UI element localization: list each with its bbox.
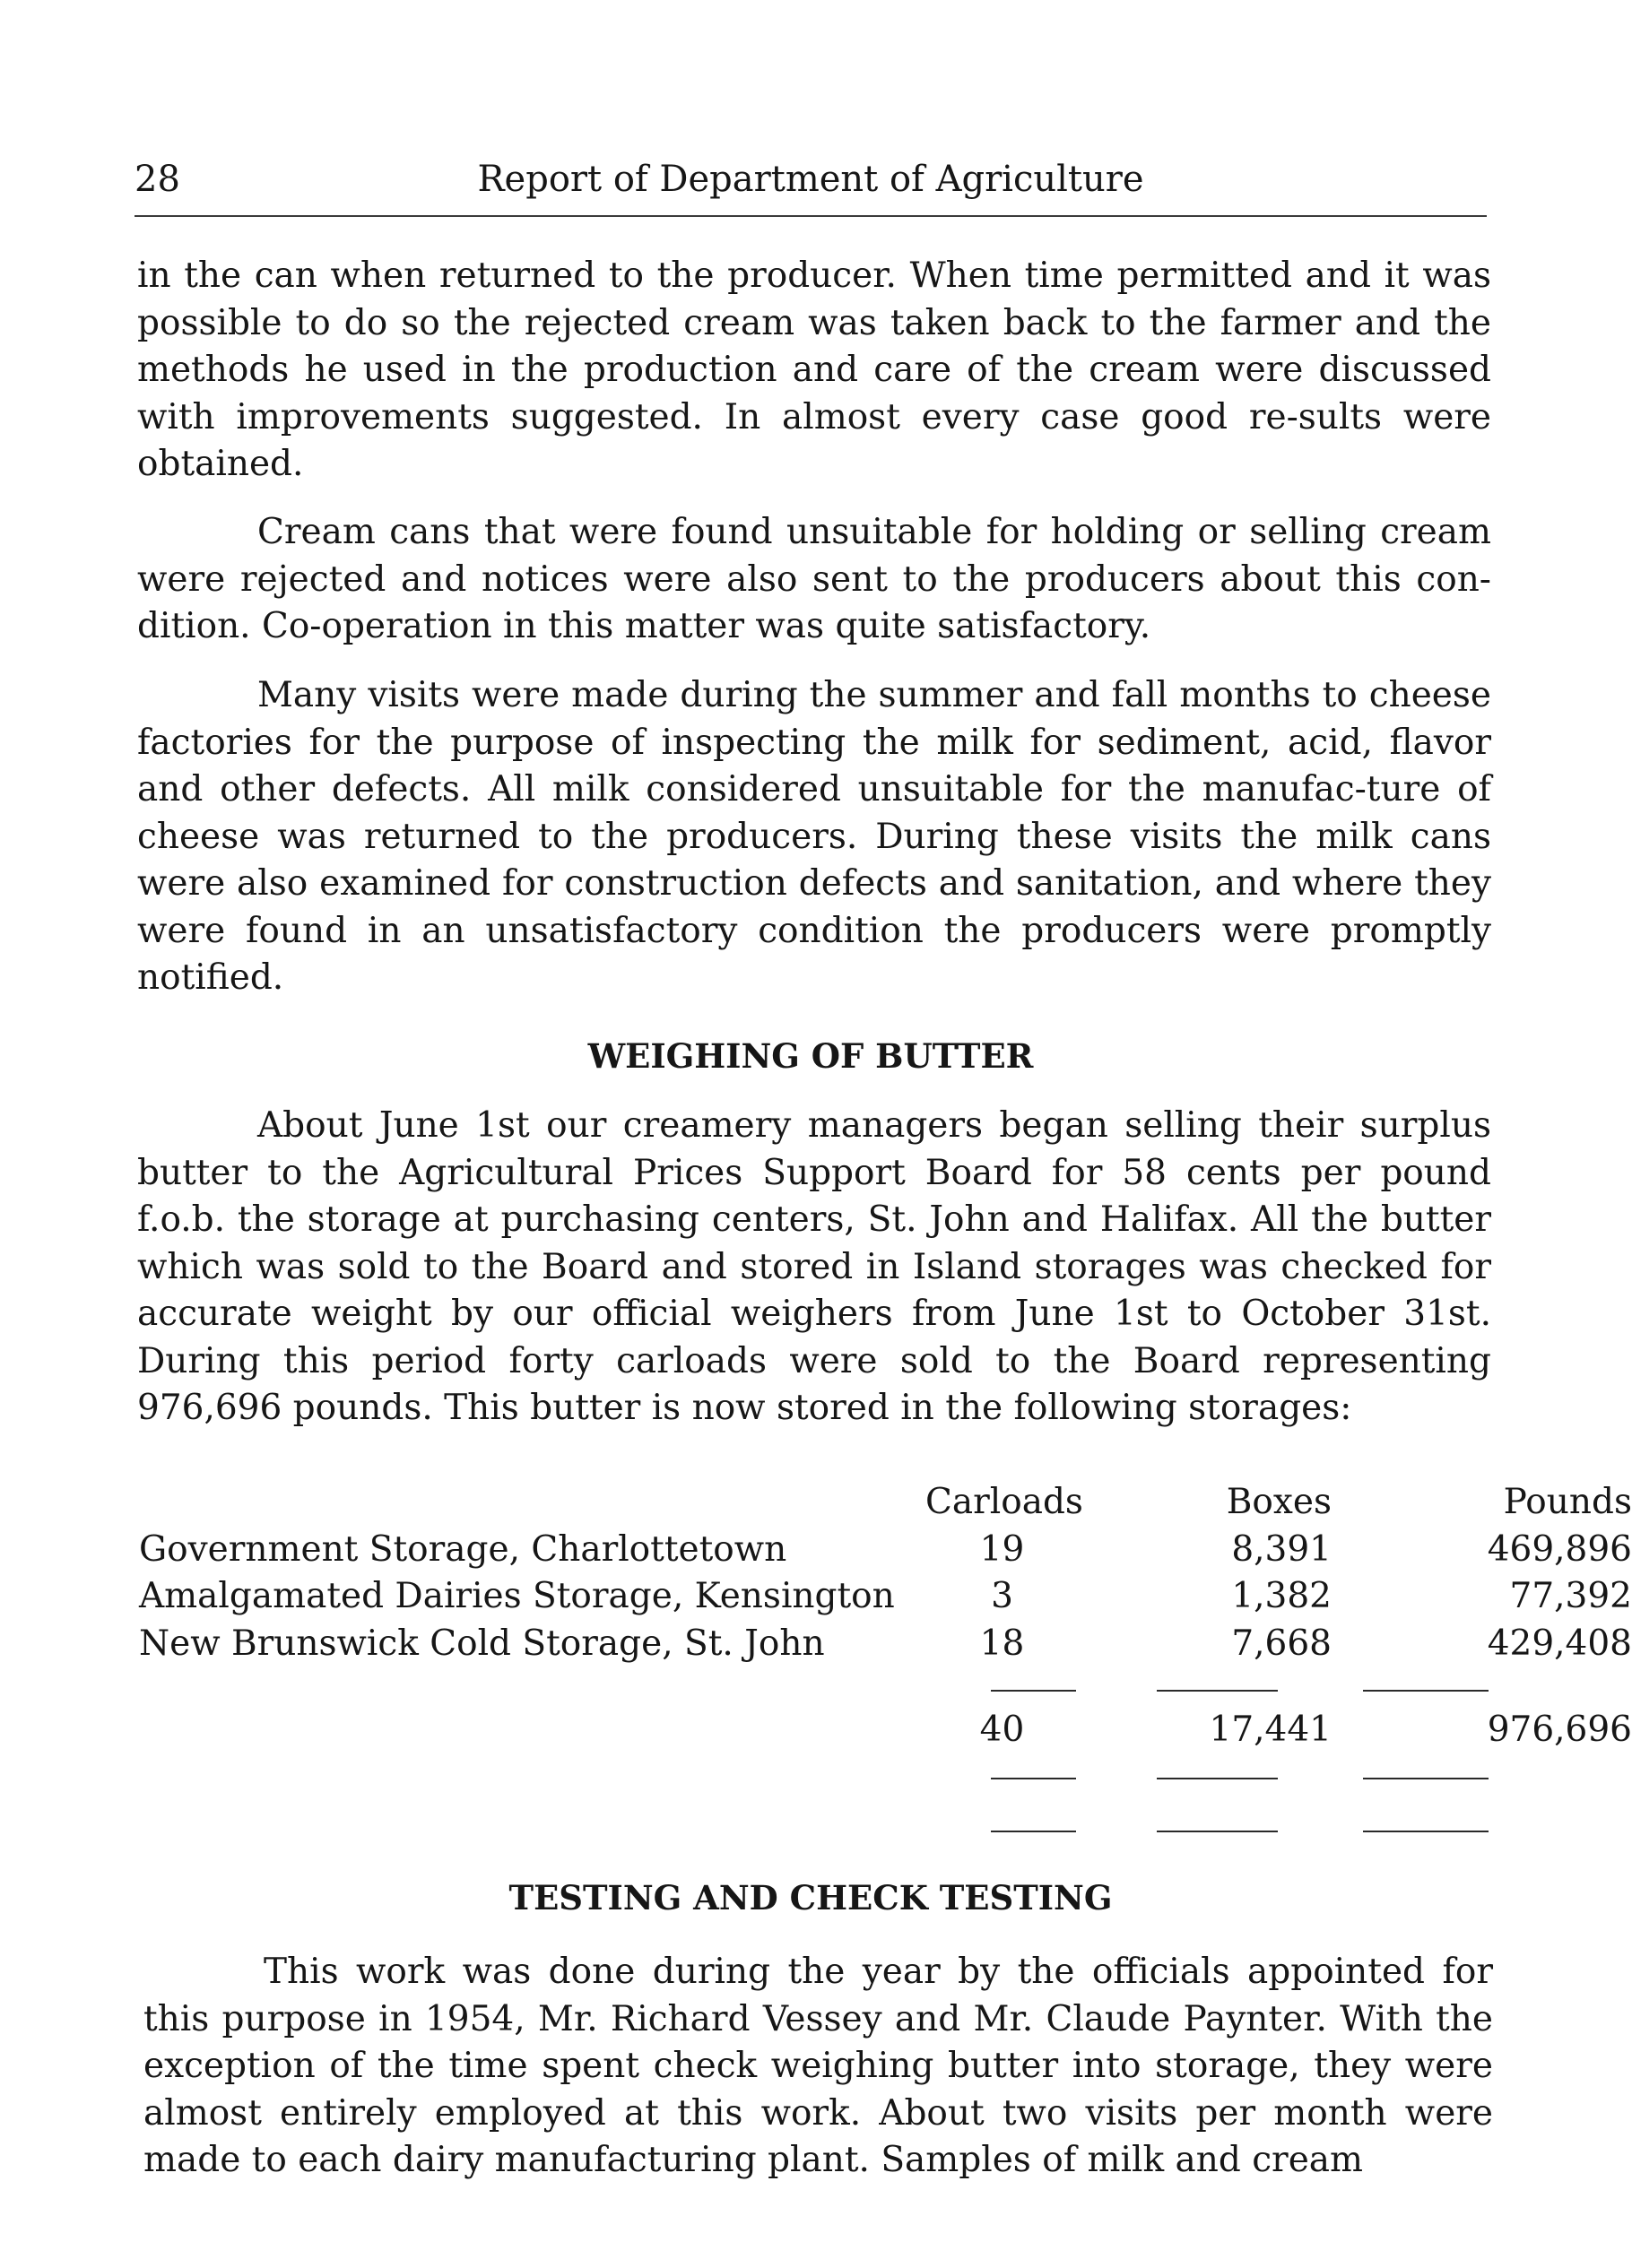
storage-table [139, 1479, 1632, 1667]
total-rule-boxes [1157, 1690, 1278, 1692]
table-totals-row [139, 1707, 1632, 1754]
double-rule-boxes-1 [1157, 1778, 1278, 1779]
double-rule-carloads-2 [991, 1831, 1076, 1832]
column-header-carloads: Carloads [925, 1482, 1083, 1522]
boxes-value: 1,382 [1231, 1576, 1332, 1616]
running-title: Report of Department of Agriculture [477, 159, 1144, 200]
boxes-value: 7,668 [1231, 1623, 1332, 1664]
paragraph-weighing-of-butter: About June 1st our creamery managers began selling their surplus butter to the Agricultural Prices Support Board for 58 cents per pound f.o.b. the storage at purchasing centers, St. John and Halifax. All the butter which was sold to the Board and stored in Island storages was checked for accurate weight by our official weighers from June 1st to October 31st. During this period forty carloads were sold to the Board representing 976,696 pounds. This butter is now stored in the following storages: [137, 1105, 1491, 1428]
total-boxes: 17,441 [1209, 1710, 1332, 1750]
table-row [139, 1621, 1632, 1668]
heading-testing-and-check-testing: TESTING AND CHECK TESTING [508, 1878, 1113, 1917]
paragraph-cheese-factories: Many visits were made during the summer and fall months to cheese factories for the purpose of inspecting the milk for sediment, acid, flavor and other defects. All milk considered unsuitable for the manufac-ture of cheese was returned to the producers. During these visits the milk cans were also examined for construction defects and sanitation, and where they were found in an unsatisfactory condition the producers were promptly notified. [137, 675, 1491, 998]
carloads-value: 3 [991, 1576, 1013, 1616]
header-rule [135, 215, 1487, 217]
storage-name: Government Storage, Charlottetown [139, 1528, 787, 1570]
storage-name: New Brunswick Cold Storage, St. John [139, 1623, 825, 1664]
pounds-value: 77,392 [1509, 1576, 1632, 1616]
double-rule-boxes-2 [1157, 1831, 1278, 1832]
carloads-value: 18 [979, 1623, 1025, 1664]
total-carloads: 40 [979, 1710, 1025, 1750]
total-rule-pounds [1363, 1690, 1489, 1692]
boxes-value: 8,391 [1231, 1528, 1332, 1570]
carloads-value: 19 [979, 1528, 1025, 1570]
paragraph-testing: This work was done during the year by the officials appointed for this purpose in 1954, Mr. Richard Vessey and Mr. Claude Paynter. With the exception of the time spent check weighing butter into storage, they were almost entirely employed at this work. About two visits per month were made to each dairy manufacturing plant. Samples of milk and cream [143, 1952, 1493, 2180]
table-row [139, 1573, 1632, 1621]
table-row [139, 1527, 1632, 1574]
pounds-value: 429,408 [1487, 1623, 1632, 1664]
paragraph-rejected-cream: in the can when returned to the producer. When time permitted and it was possible to do so the rejected cream was taken back to the farmer and the methods he used in the production and care of the cream were discussed with improvements suggested. In almost every case good re-sults were obtained. [137, 255, 1491, 484]
column-header-boxes: Boxes [1226, 1482, 1332, 1522]
total-rule-carloads [991, 1690, 1076, 1692]
table-header-row [139, 1479, 1632, 1527]
page-number: 28 [135, 159, 180, 200]
paragraph-cream-cans: Cream cans that were found unsuitable for holding or selling cream were rejected and notices were also sent to the producers about this con-dition. Co-operation in this matter was quite satisfactory. [137, 512, 1491, 646]
heading-weighing-of-butter: WEIGHING OF BUTTER [587, 1036, 1034, 1076]
storage-table-totals [139, 1707, 1632, 1754]
double-rule-pounds-2 [1363, 1831, 1489, 1832]
pounds-value: 469,896 [1487, 1528, 1632, 1570]
double-rule-pounds-1 [1363, 1778, 1489, 1779]
running-head [135, 157, 1487, 202]
total-pounds: 976,696 [1487, 1710, 1632, 1750]
double-rule-carloads-1 [991, 1778, 1076, 1779]
column-header-pounds: Pounds [1503, 1482, 1632, 1522]
storage-name: Amalgamated Dairies Storage, Kensington [139, 1576, 895, 1616]
